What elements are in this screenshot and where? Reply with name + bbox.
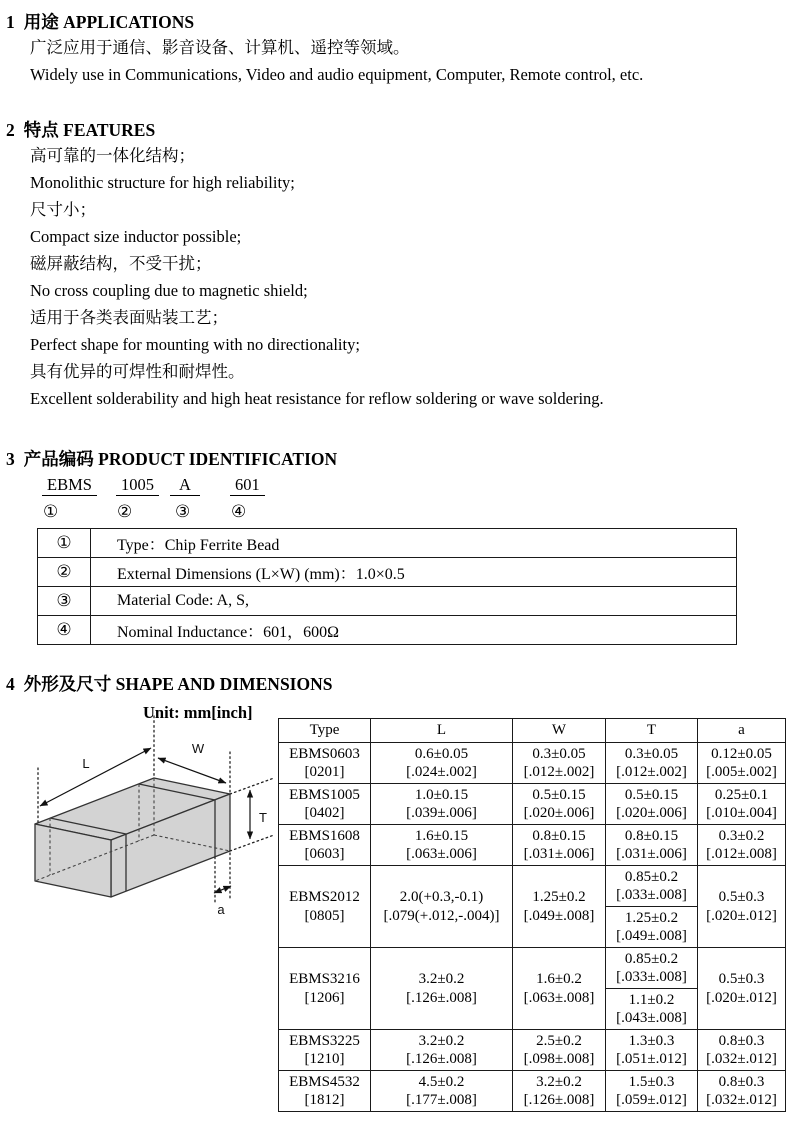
dims-cell: 0.8±0.15 [.031±.006] bbox=[606, 825, 698, 866]
dims-cell: 1.0±0.15 [.039±.006] bbox=[371, 784, 513, 825]
dims-cell: 0.8±0.15 [.031±.006] bbox=[513, 825, 606, 866]
product-id-cell: ④ bbox=[38, 616, 91, 645]
product-id-row bbox=[38, 529, 737, 558]
feature-line: 适用于各类表面贴装工艺； bbox=[30, 308, 228, 327]
product-id-cell: External Dimensions (L×W) (mm)：1.0×0.5 bbox=[91, 558, 737, 587]
dims-row bbox=[279, 825, 786, 866]
dims-cell: 0.3±0.05 [.012±.002] bbox=[606, 743, 698, 784]
section1-number: 1 bbox=[6, 12, 15, 32]
circled-number: ① bbox=[43, 502, 59, 521]
dims-cell: EBMS2012 [0805] bbox=[279, 866, 371, 948]
dims-cell: 4.5±0.2 [.177±.008] bbox=[371, 1071, 513, 1112]
dims-cell: 1.6±0.2 [.063±.008] bbox=[513, 948, 606, 1030]
section4-number: 4 bbox=[6, 674, 15, 694]
feature-line: 尺寸小； bbox=[30, 200, 96, 219]
dims-cell: 0.8±0.3 [.032±.012] bbox=[698, 1071, 786, 1112]
dimension-label-a: a bbox=[217, 902, 225, 917]
product-id-table bbox=[37, 528, 737, 645]
product-code-marks-row bbox=[42, 501, 800, 527]
feature-line: 具有优异的可焊性和耐焊性。 bbox=[30, 362, 245, 381]
circled-number: ④ bbox=[231, 502, 247, 521]
product-code-part: EBMS bbox=[42, 475, 97, 496]
dims-cell: EBMS3216 [1206] bbox=[279, 948, 371, 1030]
section2-number: 2 bbox=[6, 120, 15, 140]
chip-isometric-drawing bbox=[2, 706, 284, 924]
dims-cell: 0.3±0.05 [.012±.002] bbox=[513, 743, 606, 784]
section2-body bbox=[30, 142, 800, 412]
section3-heading bbox=[6, 447, 800, 471]
unit-note: Unit: mm[inch] bbox=[143, 703, 253, 722]
dims-cell: 1.5±0.3 [.059±.012] bbox=[606, 1071, 698, 1112]
dimension-label-l: L bbox=[82, 756, 90, 771]
product-id-row bbox=[38, 616, 737, 645]
feature-line: 磁屏蔽结构，不受干扰； bbox=[30, 254, 212, 273]
dims-cell: 0.5±0.15 [.020±.006] bbox=[606, 784, 698, 825]
dims-row bbox=[279, 866, 786, 907]
dimension-label-w: W bbox=[191, 741, 205, 756]
applications-line: Widely use in Communications, Video and audio equipment, Computer, Remote control, etc. bbox=[30, 65, 644, 84]
section4-heading bbox=[6, 672, 800, 696]
product-id-cell: ② bbox=[38, 558, 91, 587]
dims-cell: 0.5±0.3 [.020±.012] bbox=[698, 866, 786, 948]
dims-header-cell: a bbox=[698, 719, 786, 743]
dims-header-row bbox=[279, 719, 786, 743]
dims-header-cell: L bbox=[371, 719, 513, 743]
dims-row bbox=[279, 784, 786, 825]
section2-title: 特点 FEATURES bbox=[23, 120, 156, 140]
dims-row bbox=[279, 948, 786, 989]
dims-cell: EBMS1005 [0402] bbox=[279, 784, 371, 825]
dims-cell: 2.5±0.2 [.098±.008] bbox=[513, 1030, 606, 1071]
shape-dimensions-block bbox=[0, 698, 800, 1125]
dimensions-table bbox=[278, 718, 786, 1112]
dims-header-cell: W bbox=[513, 719, 606, 743]
chip-dimension-figure bbox=[2, 706, 284, 929]
feature-line: 高可靠的一体化结构； bbox=[30, 146, 195, 165]
product-id-table-body bbox=[38, 529, 737, 645]
dims-cell: 0.12±0.05 [.005±.002] bbox=[698, 743, 786, 784]
a-dimension-arrow bbox=[214, 886, 231, 893]
dims-row bbox=[279, 743, 786, 784]
section1-body bbox=[30, 34, 800, 88]
dims-cell: 0.25±0.1 [.010±.004] bbox=[698, 784, 786, 825]
dims-cell: 1.25±0.2 [.049±.008] bbox=[606, 907, 698, 948]
dims-cell: 0.85±0.2 [.033±.008] bbox=[606, 866, 698, 907]
product-id-cell: Type：Chip Ferrite Bead bbox=[91, 529, 737, 558]
dimension-label-t: T bbox=[259, 810, 267, 825]
dims-cell: 0.3±0.2 [.012±.008] bbox=[698, 825, 786, 866]
dims-row bbox=[279, 1071, 786, 1112]
product-id-cell: Nominal Inductance：601，600Ω bbox=[91, 616, 737, 645]
product-code-part: 601 bbox=[230, 475, 265, 496]
product-id-row bbox=[38, 558, 737, 587]
dims-cell: 1.6±0.15 [.063±.006] bbox=[371, 825, 513, 866]
product-code-part: A bbox=[170, 475, 200, 496]
feature-line: No cross coupling due to magnetic shield; bbox=[30, 281, 308, 300]
circled-number: ③ bbox=[175, 502, 191, 521]
dims-cell: 2.0(+0.3,-0.1) [.079(+.012,-.004)] bbox=[371, 866, 513, 948]
dims-cell: EBMS0603 [0201] bbox=[279, 743, 371, 784]
section3-title: 产品编码 PRODUCT IDENTIFICATION bbox=[23, 449, 338, 469]
dims-cell: 0.5±0.15 [.020±.006] bbox=[513, 784, 606, 825]
circled-number: ② bbox=[117, 502, 133, 521]
section2-heading bbox=[6, 118, 800, 142]
feature-line: Monolithic structure for high reliability; bbox=[30, 173, 295, 192]
section1-title: 用途 APPLICATIONS bbox=[23, 12, 195, 32]
section4-title: 外形及尺寸 SHAPE AND DIMENSIONS bbox=[23, 674, 333, 694]
product-id-row bbox=[38, 587, 737, 616]
section3-number: 3 bbox=[6, 449, 15, 469]
product-id-cell: ③ bbox=[38, 587, 91, 616]
product-id-cell: Material Code: A, S, bbox=[91, 587, 737, 616]
extension-line bbox=[230, 778, 274, 794]
dims-cell: 1.25±0.2 [.049±.008] bbox=[513, 866, 606, 948]
product-code-part: 1005 bbox=[116, 475, 159, 496]
w-dimension-arrow bbox=[158, 758, 226, 783]
dims-cell: 0.6±0.05 [.024±.002] bbox=[371, 743, 513, 784]
dims-cell: 1.1±0.2 [.043±.008] bbox=[606, 989, 698, 1030]
dims-cell: EBMS1608 [0603] bbox=[279, 825, 371, 866]
dims-cell: 1.3±0.3 [.051±.012] bbox=[606, 1030, 698, 1071]
dims-row bbox=[279, 1030, 786, 1071]
feature-line: Excellent solderability and high heat resistance for reflow soldering or wave soldering. bbox=[30, 389, 604, 408]
dims-header-cell: T bbox=[606, 719, 698, 743]
dims-cell: EBMS4532 [1812] bbox=[279, 1071, 371, 1112]
section1-heading bbox=[6, 10, 800, 34]
dims-cell: 0.85±0.2 [.033±.008] bbox=[606, 948, 698, 989]
dims-cell: 0.8±0.3 [.032±.012] bbox=[698, 1030, 786, 1071]
feature-line: Perfect shape for mounting with no directionality; bbox=[30, 335, 360, 354]
applications-line: 广泛应用于通信、影音设备、计算机、遥控等领域。 bbox=[30, 38, 410, 57]
dims-header-cell: Type bbox=[279, 719, 371, 743]
product-id-cell: ① bbox=[38, 529, 91, 558]
dims-cell: 0.5±0.3 [.020±.012] bbox=[698, 948, 786, 1030]
feature-line: Compact size inductor possible; bbox=[30, 227, 242, 246]
dims-cell: 3.2±0.2 [.126±.008] bbox=[371, 948, 513, 1030]
dims-cell: 3.2±0.2 [.126±.008] bbox=[513, 1071, 606, 1112]
extension-line bbox=[230, 835, 274, 851]
dims-table-body bbox=[279, 743, 786, 1112]
dims-cell: EBMS3225 [1210] bbox=[279, 1030, 371, 1071]
product-code-row bbox=[42, 475, 800, 501]
dims-cell: 3.2±0.2 [.126±.008] bbox=[371, 1030, 513, 1071]
